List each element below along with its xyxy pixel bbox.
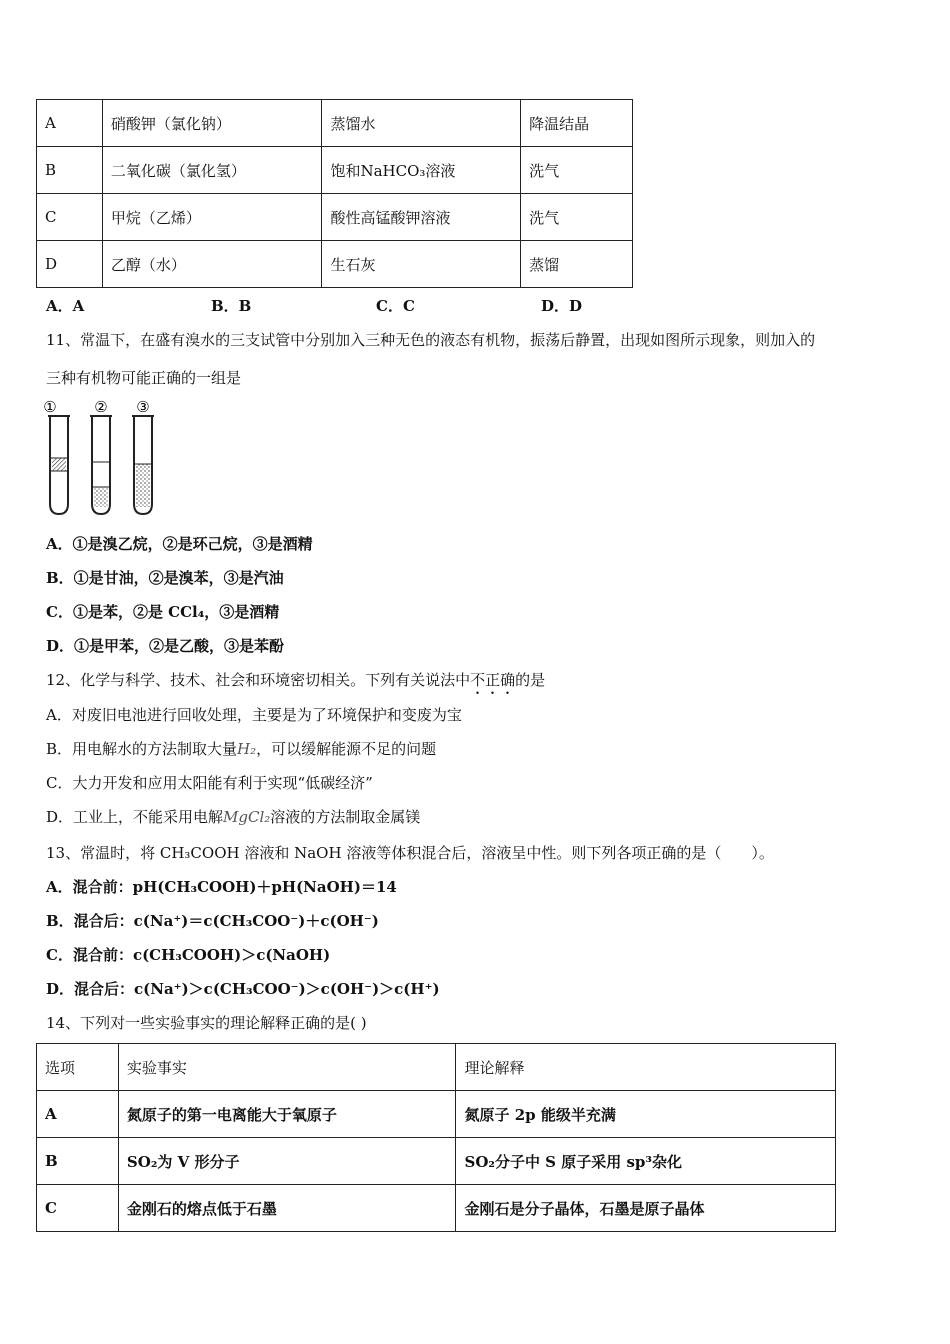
q13-option-b[interactable]: B．混合后：c(Na⁺)＝c(CH₃COO⁻)＋c(OH⁻)	[46, 912, 379, 930]
q10-option-a[interactable]: A．A	[46, 297, 85, 315]
table-row	[37, 241, 633, 288]
table-row	[37, 1185, 836, 1232]
q12-option-b[interactable]	[46, 738, 436, 759]
table-header-cell: 理论解释	[456, 1044, 836, 1091]
table-row	[37, 1091, 836, 1138]
tube-label-2: ②	[94, 398, 108, 416]
q12-stem	[46, 669, 545, 698]
q13-option-d[interactable]: D．混合后：c(Na⁺)＞c(CH₃COO⁻)＞c(OH⁻)＞c(H⁺)	[46, 980, 440, 998]
table-header-row	[37, 1044, 836, 1091]
table-cell: B	[37, 1138, 119, 1185]
q12-option-d[interactable]	[46, 806, 420, 827]
table-row	[37, 194, 633, 241]
table-cell: B	[37, 147, 103, 194]
q13-option-a[interactable]: A．混合前：pH(CH₃COOH)＋pH(NaOH)＝14	[46, 878, 397, 896]
mgcl2-formula: MgCl₂	[223, 808, 271, 826]
table-cell: D	[37, 241, 103, 288]
table-cell: 氮原子的第一电离能大于氧原子	[118, 1091, 456, 1138]
table-cell: A	[37, 100, 103, 147]
q13-stem: 13、常温时，将 CH₃COOH 溶液和 NaOH 溶液等体积混合后，溶液呈中性。则下列各项正确的是（ ）。	[46, 844, 774, 862]
table-row	[37, 1138, 836, 1185]
q12-option-a[interactable]: A．对废旧电池进行回收处理，主要是为了环境保护和变废为宝	[46, 706, 462, 724]
test-tubes-diagram	[40, 398, 165, 520]
q14-stem: 14、下列对一些实验事实的理论解释正确的是( )	[46, 1014, 367, 1032]
table-cell: 蒸馏	[521, 241, 633, 288]
table-cell: 生石灰	[322, 241, 521, 288]
q12-stem-b: 的是	[515, 671, 546, 689]
q11-option-d[interactable]: D．①是甲苯，②是乙酸，③是苯酚	[46, 637, 285, 655]
table-cell: 甲烷（乙烯）	[102, 194, 322, 241]
tube-label-3: ③	[136, 398, 150, 416]
table-cell: SO₂为 V 形分子	[118, 1138, 456, 1185]
q12-stem-a: 12、化学与科学、技术、社会和环境密切相关。下列有关说法中	[46, 671, 471, 689]
q11-option-a[interactable]: A．①是溴乙烷，②是环己烷，③是酒精	[46, 535, 313, 553]
table-cell: 乙醇（水）	[102, 241, 322, 288]
q14-table	[36, 1043, 836, 1232]
q12-option-d-pre: D．工业上，不能采用电解	[46, 808, 224, 826]
table-cell: 蒸馏水	[322, 100, 521, 147]
table-cell: C	[37, 194, 103, 241]
table-cell: 洗气	[521, 194, 633, 241]
table-cell: 二氧化碳（氯化氢）	[102, 147, 322, 194]
q12-stem-emphasis: 不正确	[470, 671, 516, 689]
q10-table	[36, 99, 633, 288]
h2-formula: H₂	[237, 740, 257, 758]
q11-option-b[interactable]: B．①是甘油，②是溴苯，③是汽油	[46, 569, 284, 587]
tube-label-1: ①	[43, 398, 57, 416]
table-cell: 降温结晶	[521, 100, 633, 147]
q12-option-b-post: ，可以缓解能源不足的问题	[256, 740, 437, 758]
q11-option-c[interactable]: C．①是苯，②是 CCl₄，③是酒精	[46, 603, 280, 621]
table-cell: 金刚石是分子晶体，石墨是原子晶体	[456, 1185, 836, 1232]
tube-2	[90, 416, 112, 514]
table-header-cell: 实验事实	[118, 1044, 456, 1091]
table-cell: 饱和NaHCO₃溶液	[322, 147, 521, 194]
table-row	[37, 147, 633, 194]
table-cell: 金刚石的熔点低于石墨	[118, 1185, 456, 1232]
q10-option-c[interactable]: C．C	[376, 297, 415, 315]
table-cell: 洗气	[521, 147, 633, 194]
q12-option-b-pre: B．用电解水的方法制取大量	[46, 740, 238, 758]
table-header-cell: 选项	[37, 1044, 119, 1091]
table-cell: 酸性高锰酸钾溶液	[322, 194, 521, 241]
q12-option-d-post: 溶液的方法制取金属镁	[270, 808, 421, 826]
test-tubes-figure	[40, 398, 165, 524]
tube-1	[48, 416, 70, 514]
q11-stem-line1: 11、常温下，在盛有溴水的三支试管中分别加入三种无色的液态有机物，振荡后静置，出现如图所示现象，则加入的	[46, 331, 816, 349]
q10-option-d[interactable]: D．D	[541, 297, 583, 315]
table-cell: 氮原子 2p 能级半充满	[456, 1091, 836, 1138]
tube-3	[132, 416, 154, 514]
table-cell: C	[37, 1185, 119, 1232]
table-cell: 硝酸钾（氯化钠）	[102, 100, 322, 147]
table-cell: A	[37, 1091, 119, 1138]
table-row	[37, 100, 633, 147]
q10-option-b[interactable]: B．B	[211, 297, 252, 315]
q11-stem-line2: 三种有机物可能正确的一组是	[46, 369, 242, 387]
q12-option-c[interactable]: C．大力开发和应用太阳能有利于实现“低碳经济”	[46, 774, 373, 792]
table-cell: SO₂分子中 S 原子采用 sp³杂化	[456, 1138, 836, 1185]
q13-option-c[interactable]: C．混合前：c(CH₃COOH)＞c(NaOH)	[46, 946, 331, 964]
